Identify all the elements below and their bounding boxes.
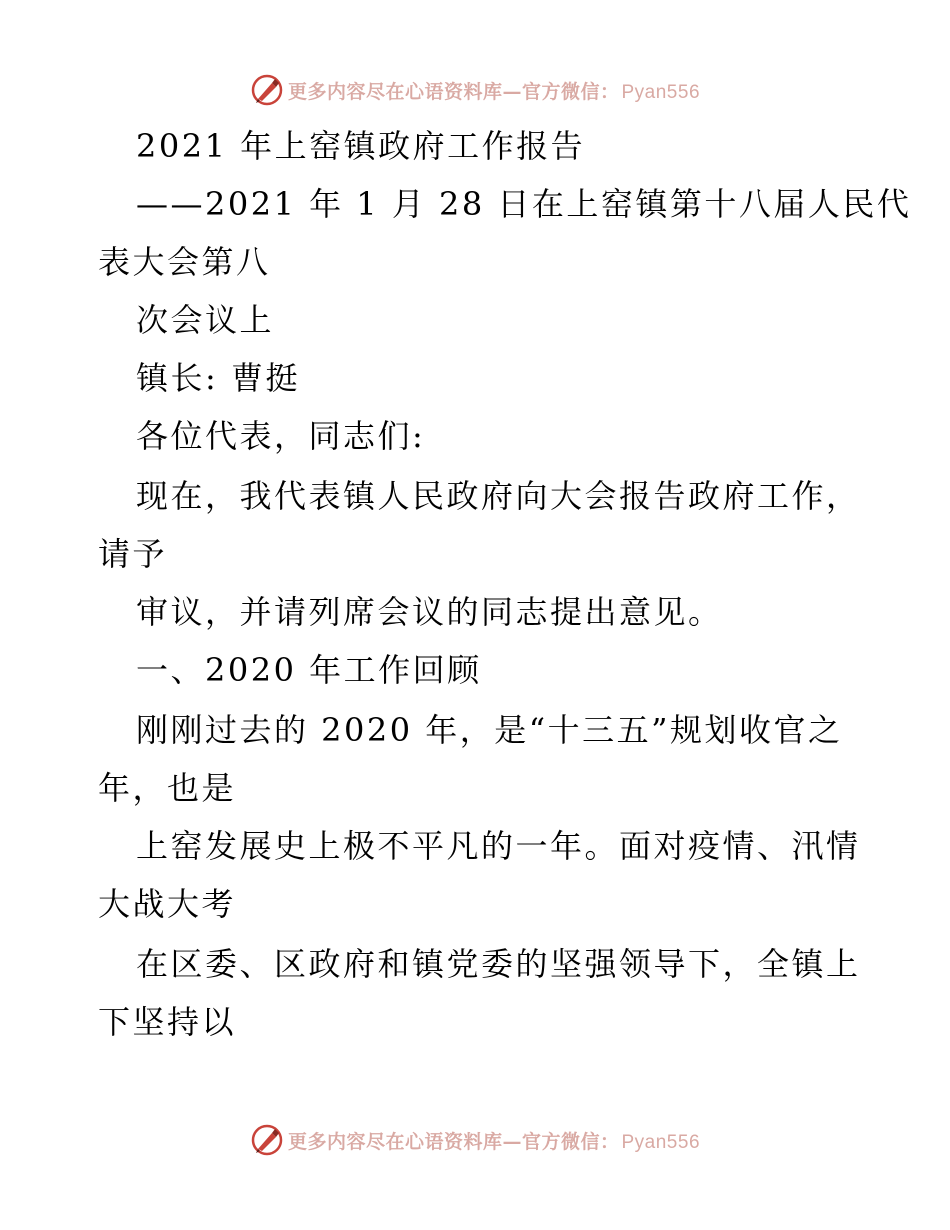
pen-logo-icon (250, 1123, 284, 1157)
paragraph-line: 刚刚过去的 2020 年，是“十三五”规划收官之 (136, 711, 843, 749)
speaker-line: 镇长: 曹挺 (136, 359, 300, 397)
subtitle-line: ——2021 年 1 月 28 日在上窑镇第十八届人民代 (136, 185, 912, 223)
subtitle-line: 次会议上 (136, 301, 275, 339)
paragraph-line: 下坚持以 (98, 1003, 237, 1041)
watermark-text: 更多内容尽在心语资料库—官方微信： Pyan556 (287, 80, 701, 103)
report-title: 2021 年上窑镇政府工作报告 (136, 127, 586, 165)
paragraph-line: 审议，并请列席会议的同志提出意见。 (136, 593, 723, 631)
watermark-text: 更多内容尽在心语资料库—官方微信： Pyan556 (287, 1130, 701, 1153)
pen-logo-icon (250, 73, 284, 107)
footer-watermark (0, 1120, 950, 1160)
paragraph-line: 年，也是 (98, 769, 237, 807)
salutation-line: 各位代表，同志们: (136, 417, 426, 455)
section-heading: 一、2020 年工作回顾 (136, 651, 482, 689)
paragraph-line: 现在，我代表镇人民政府向大会报告政府工作， (136, 477, 861, 515)
paragraph-line: 大战大考 (98, 885, 237, 923)
header-watermark (0, 70, 950, 110)
paragraph-line: 请予 (98, 535, 168, 573)
paragraph-line: 在区委、区政府和镇党委的坚强领导下，全镇上 (136, 945, 861, 983)
paragraph-line: 上窑发展史上极不平凡的一年。面对疫情、汛情 (136, 827, 861, 865)
subtitle-line: 表大会第八 (98, 243, 271, 281)
